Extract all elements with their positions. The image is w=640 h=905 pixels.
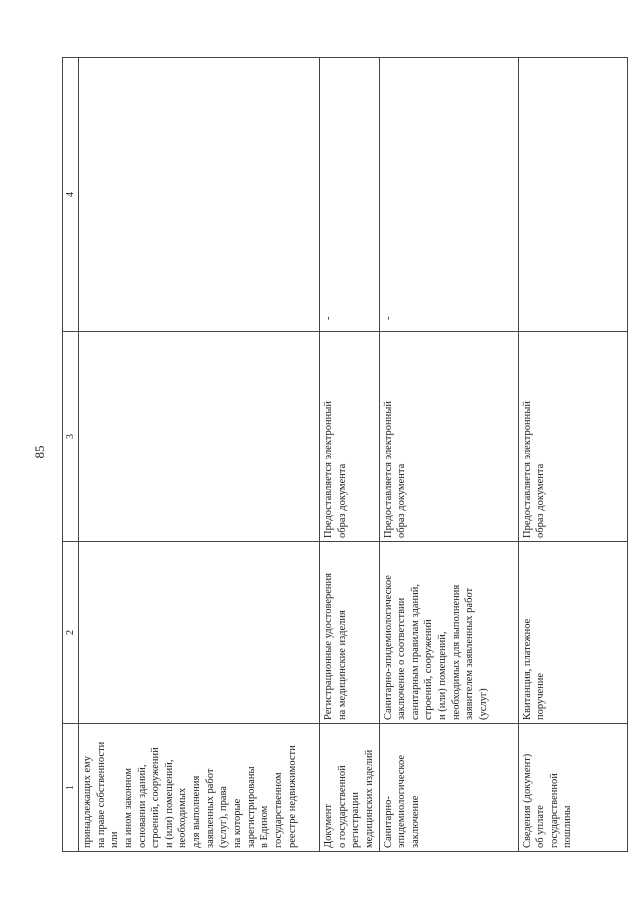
cell-note xyxy=(379,58,518,332)
header-col-4: 4 xyxy=(63,58,79,332)
cell-submission-form xyxy=(518,332,627,542)
cell-text: Предоставляется электронный образ документа xyxy=(382,401,408,538)
header-col-3: 3 xyxy=(63,332,79,542)
cell-submission-form xyxy=(79,332,320,542)
cell-note xyxy=(79,58,320,332)
cell-note xyxy=(518,58,627,332)
cell-document-type xyxy=(79,542,320,724)
page-number-text: 85 xyxy=(32,445,47,459)
header-col-1: 1 xyxy=(63,724,79,852)
cell-document-name xyxy=(79,724,320,852)
cell-text: принадлежащих ему на праве собственности или на ином законном основании зданий, строений, сооружений и (или) помещений, необходимых для выполнения заявленных работ (услуг), права на которые зарегистрированы в Едином государственном реестре недвижимости xyxy=(82,741,298,848)
cell-document-name xyxy=(320,724,380,852)
cell-note xyxy=(320,58,380,332)
cell-document-type xyxy=(320,542,380,724)
table-row xyxy=(518,58,627,852)
cell-text: - xyxy=(323,316,334,320)
cell-document-type xyxy=(379,542,518,724)
cell-document-name xyxy=(518,724,627,852)
cell-document-type xyxy=(518,542,627,724)
cell-text: Квитанция, платежное поручение xyxy=(521,618,547,720)
cell-text: Регистрационные удостоверения на медицинские изделия xyxy=(323,573,348,720)
cell-text: Санитарно- эпидемиологическое заключение xyxy=(382,754,421,848)
table-row xyxy=(320,58,380,852)
cell-document-name xyxy=(379,724,518,852)
document-table-container xyxy=(62,58,612,852)
cell-submission-form xyxy=(379,332,518,542)
table-header-row xyxy=(63,58,79,852)
cell-text: Сведения (документ) об уплате государственной пошлины xyxy=(521,753,574,848)
document-table xyxy=(62,57,628,852)
cell-text: Предоставляется электронный образ документа xyxy=(323,401,348,538)
cell-text: Санитарно-эпидемиологическое заключение о соответствии санитарным правилам зданий, строений, сооружений и (или) помещений, необходимых для выполнения заявителем заявленных работ (услуг) xyxy=(382,575,490,720)
header-col-2: 2 xyxy=(63,542,79,724)
table-row xyxy=(79,58,320,852)
cell-submission-form xyxy=(320,332,380,542)
table-row xyxy=(379,58,518,852)
cell-text: Предоставляется электронный образ документа xyxy=(521,401,547,538)
cell-text: - xyxy=(382,316,394,320)
cell-text: Документ о государственной регистрации медицинских изделий xyxy=(323,749,375,848)
